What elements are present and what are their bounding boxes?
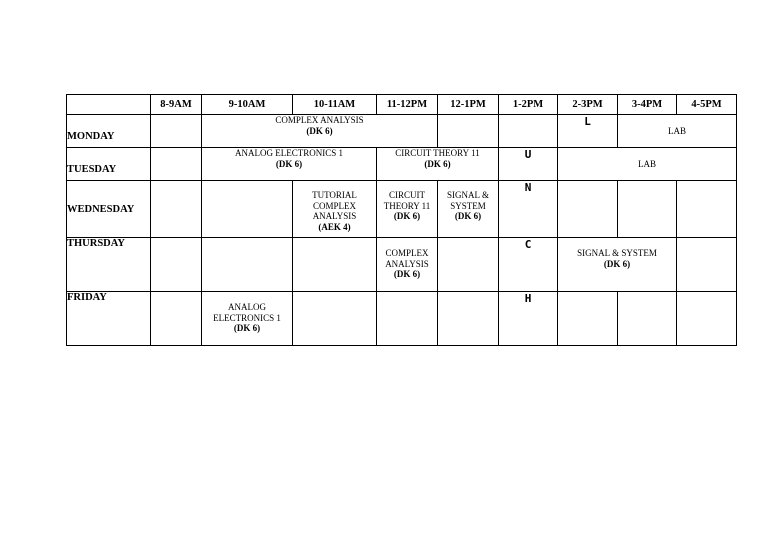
lunch-letter: N <box>499 181 558 238</box>
room-label: (AEK 4) <box>318 221 351 232</box>
slot-header: 9-10AM <box>202 95 293 115</box>
subject-label: ANALYSIS <box>385 258 429 269</box>
empty-cell <box>151 181 202 238</box>
slot-header: 10-11AM <box>293 95 377 115</box>
row-friday <box>67 292 737 346</box>
lab-cell: LAB <box>558 148 737 181</box>
lunch-letter: C <box>499 238 558 292</box>
empty-cell <box>558 292 618 346</box>
subject-label: CIRCUIT <box>389 190 425 200</box>
subject-label: TUTORIAL <box>312 190 357 200</box>
header-row <box>67 95 737 115</box>
row-monday <box>67 115 737 148</box>
class-cell <box>377 148 499 181</box>
room-label: (DK 6) <box>424 158 451 169</box>
class-cell <box>377 238 438 292</box>
subject-label: ANALYSIS <box>312 211 357 221</box>
lab-cell: LAB <box>618 115 737 148</box>
room-label: (DK 6) <box>275 158 303 169</box>
subject-label: COMPLEX <box>385 248 429 258</box>
subject-label: COMPLEX ANALYSIS <box>275 115 364 125</box>
empty-cell <box>499 115 558 148</box>
subject-label: ANALOG <box>228 302 266 312</box>
room-label: (DK 6) <box>603 258 631 269</box>
empty-cell <box>293 238 377 292</box>
day-label: WEDNESDAY <box>67 181 151 238</box>
slot-header: 1-2PM <box>499 95 558 115</box>
room-label: (DK 6) <box>454 211 482 221</box>
room-label: (DK 6) <box>306 125 333 136</box>
room-label: (DK 6) <box>393 269 421 279</box>
empty-cell <box>677 181 737 238</box>
row-wednesday <box>67 181 737 238</box>
row-tuesday <box>67 148 737 181</box>
corner-cell <box>67 95 151 115</box>
timetable <box>66 94 737 346</box>
empty-cell <box>558 181 618 238</box>
class-cell <box>438 181 499 238</box>
subject-label: ANALOG ELECTRONICS 1 <box>235 148 343 158</box>
empty-cell <box>677 292 737 346</box>
subject-label: COMPLEX <box>312 200 356 211</box>
subject-label: SYSTEM <box>450 200 486 211</box>
class-cell <box>558 238 677 292</box>
room-label: (DK 6) <box>233 323 261 333</box>
empty-cell <box>438 292 499 346</box>
class-cell <box>202 292 293 346</box>
empty-cell <box>438 115 499 148</box>
subject-label: SIGNAL & <box>447 190 489 200</box>
day-label: MONDAY <box>67 115 151 148</box>
empty-cell <box>151 148 202 181</box>
slot-header: 8-9AM <box>151 95 202 115</box>
slot-header: 11-12PM <box>377 95 438 115</box>
empty-cell <box>377 292 438 346</box>
class-cell <box>202 115 438 148</box>
empty-cell <box>618 181 677 238</box>
lunch-letter: H <box>499 292 558 346</box>
day-label: THURSDAY <box>67 238 151 292</box>
day-label: TUESDAY <box>67 148 151 181</box>
lunch-letter: L <box>558 115 618 148</box>
class-cell <box>202 148 377 181</box>
day-label: FRIDAY <box>67 292 151 346</box>
empty-cell <box>438 238 499 292</box>
empty-cell <box>202 181 293 238</box>
slot-header: 2-3PM <box>558 95 618 115</box>
empty-cell <box>202 238 293 292</box>
subject-label: CIRCUIT THEORY 11 <box>395 148 480 158</box>
room-label: (DK 6) <box>393 211 421 221</box>
slot-header: 12-1PM <box>438 95 499 115</box>
subject-label: ELECTRONICS 1 <box>213 312 281 323</box>
empty-cell <box>151 115 202 148</box>
slot-header: 4-5PM <box>677 95 737 115</box>
empty-cell <box>151 238 202 292</box>
class-cell <box>377 181 438 238</box>
class-cell <box>293 181 377 238</box>
empty-cell <box>618 292 677 346</box>
subject-label: SIGNAL & SYSTEM <box>577 248 657 258</box>
subject-label: THEORY 11 <box>383 200 431 211</box>
slot-header: 3-4PM <box>618 95 677 115</box>
row-thursday <box>67 238 737 292</box>
empty-cell <box>151 292 202 346</box>
lunch-letter: U <box>499 148 558 181</box>
empty-cell <box>293 292 377 346</box>
empty-cell <box>677 238 737 292</box>
